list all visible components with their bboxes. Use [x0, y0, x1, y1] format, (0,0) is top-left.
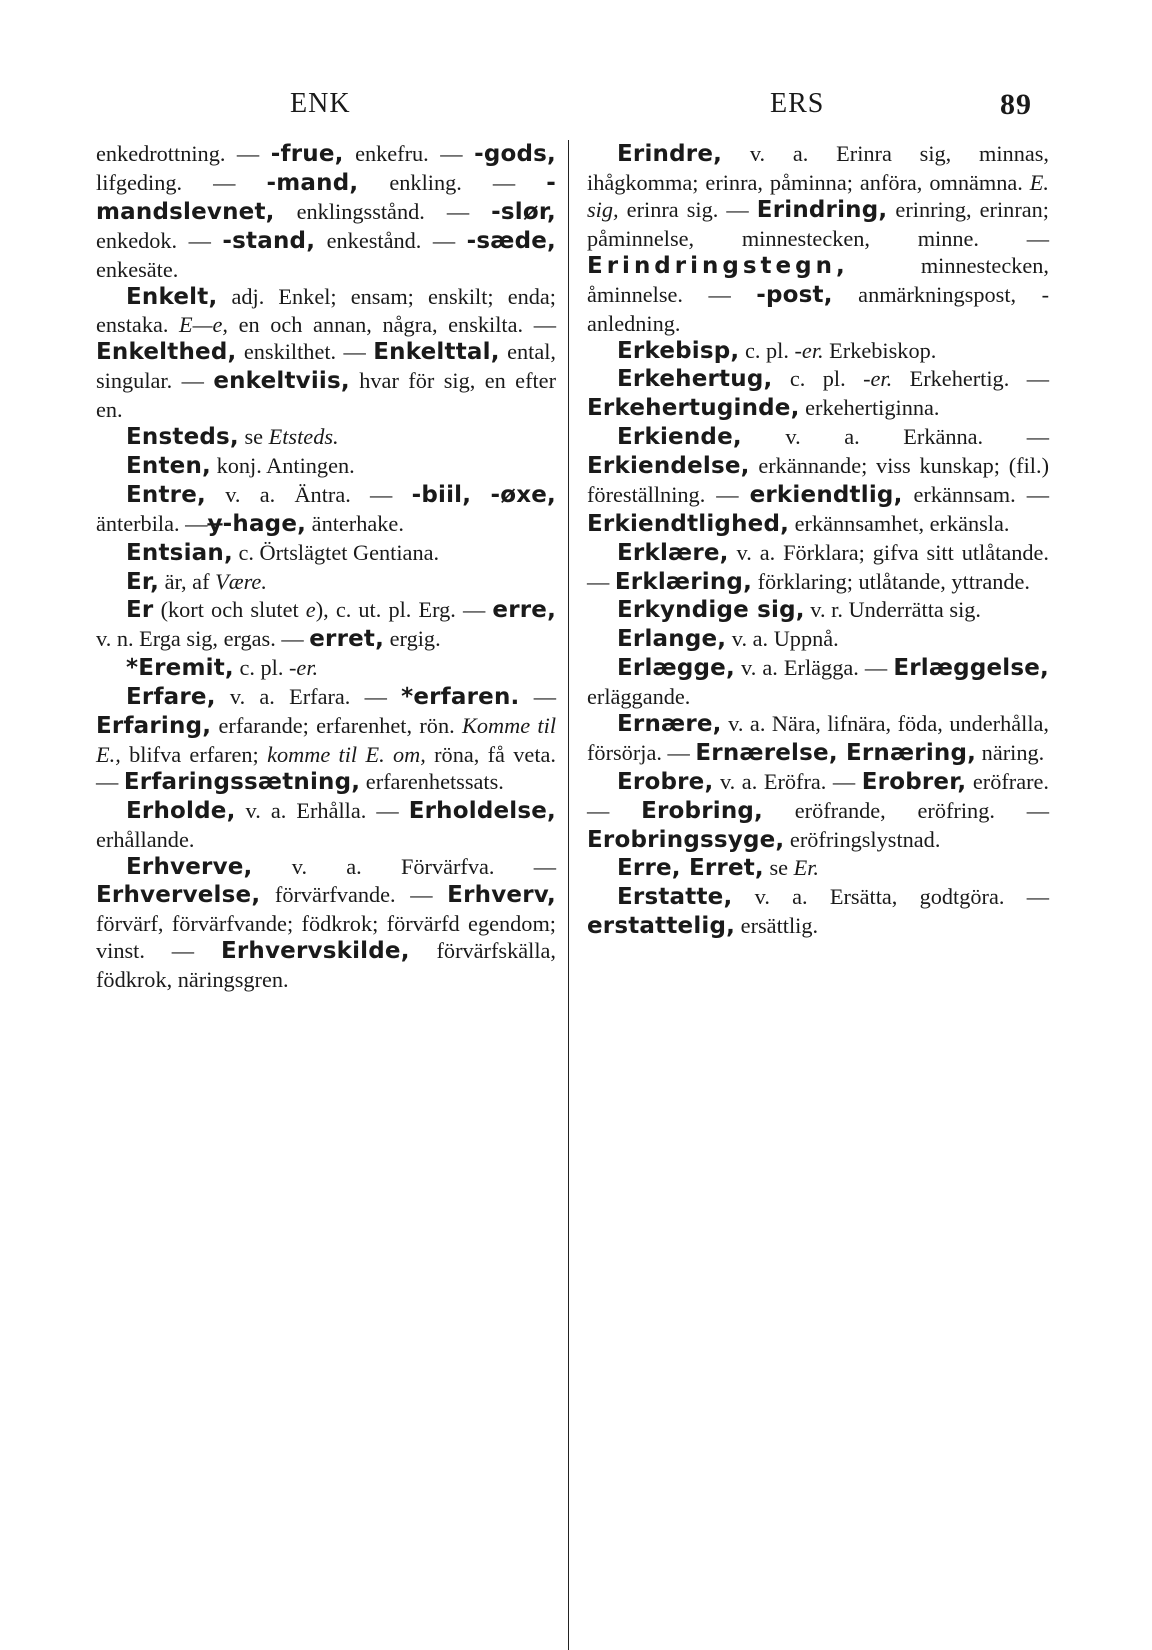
- italic-reference: e: [305, 597, 316, 623]
- headword: Erklære,: [617, 539, 729, 566]
- definition-text: c. pl.: [772, 366, 864, 392]
- definition-text: v. a. Ersätta, godtgöra. —: [732, 884, 1049, 910]
- headword: erstattelig,: [587, 913, 736, 940]
- headword: -sæde,: [466, 227, 556, 254]
- dictionary-entry: [96, 283, 556, 424]
- definition-text: blifva erfaren;: [120, 741, 268, 767]
- dictionary-entry: [587, 596, 1049, 625]
- definition-text: eröfrare. —: [587, 768, 1049, 823]
- definition-text: c. Örtslägtet Gentiana.: [232, 539, 440, 565]
- left-column: [96, 140, 556, 1580]
- headword: -mand,: [266, 169, 359, 196]
- definition-text: erhållande.: [96, 826, 195, 852]
- headword: Entre,: [126, 481, 206, 508]
- headword: Erindre,: [617, 141, 723, 167]
- headword: erkiendtlig,: [749, 481, 903, 508]
- headword: Erkehertuginde,: [587, 395, 800, 422]
- headword: Erfaring,: [96, 712, 212, 739]
- definition-text: v. a. Erlägga. —: [734, 655, 894, 681]
- definition-text: förvärfvande. —: [260, 882, 448, 908]
- definition-text: anmärkningspost, -anledning.: [587, 281, 1049, 336]
- headword: -slør,: [491, 198, 556, 225]
- definition-text: röna, få veta. —: [96, 741, 556, 794]
- dictionary-entry: [96, 452, 556, 481]
- definition-text: ental, singular. —: [96, 339, 556, 394]
- headword: Erhverve,: [126, 853, 253, 880]
- page-number: 89: [1000, 88, 1032, 121]
- headword: ɏ-hage,: [207, 510, 307, 537]
- headword: Erhvervelse,: [96, 882, 261, 909]
- italic-reference: -er.: [863, 366, 893, 392]
- dictionary-entry: [587, 365, 1049, 423]
- definition-text: eröfrande, eröfring. —: [763, 797, 1049, 823]
- headword: -stand,: [222, 227, 316, 254]
- definition-text: v. a. Äntra. —: [205, 481, 412, 507]
- definition-text: erkännande; viss kunskap; (fil.) föreställning. —: [587, 453, 1049, 507]
- italic-reference: komme til E. om,: [267, 741, 426, 767]
- definition-text: hvar för sig, en efter en.: [96, 368, 557, 423]
- headword: Erlange,: [617, 626, 727, 653]
- dictionary-entry: [96, 568, 556, 597]
- definition-text: v. a. Eröfra. —: [713, 768, 862, 794]
- dictionary-entry: [96, 797, 556, 853]
- headword: Erlæggelse,: [893, 655, 1049, 682]
- headword: Erobring,: [641, 797, 763, 824]
- headword: Erhvervskilde,: [220, 938, 410, 965]
- italic-reference: Er.: [793, 855, 820, 881]
- dictionary-entry: [587, 854, 1049, 883]
- headword: Erobringssyge,: [587, 826, 785, 853]
- headword: Er,: [126, 568, 160, 595]
- headword: Erindring,: [756, 196, 888, 223]
- definition-text: ergig.: [384, 626, 441, 652]
- headword: *erfaren.: [401, 684, 520, 711]
- headword: Erholdelse,: [408, 797, 556, 824]
- italic-reference: E. sig,: [587, 169, 1049, 222]
- definition-text: erkännsam. —: [902, 481, 1049, 507]
- italic-reference: Etsteds.: [268, 424, 339, 450]
- definition-text: erinra sig. —: [618, 196, 757, 222]
- definition-text: enkefru. —: [343, 141, 475, 166]
- headword: Ensteds,: [126, 424, 239, 451]
- definition-text: erfarande; erfarenhet, rön.: [211, 712, 462, 738]
- definition-text: enkling. —: [358, 169, 547, 195]
- headword: Erobrer,: [861, 768, 967, 795]
- definition-text: v. a. Erkänna. —: [741, 424, 1049, 450]
- dictionary-entry: [96, 140, 556, 283]
- definition-text: är, af: [159, 568, 216, 594]
- headword: erret,: [309, 626, 385, 653]
- headword: Ernære,: [617, 711, 722, 738]
- definition-text: näring.: [976, 739, 1045, 765]
- definition-text: lifgeding. —: [96, 169, 267, 195]
- definition-text: Erkebiskop.: [823, 337, 937, 363]
- definition-text: se: [238, 424, 269, 450]
- dictionary-entry: [587, 539, 1049, 597]
- definition-text: enskilthet. —: [236, 339, 374, 365]
- definition-text: erkännsamhet, erkänsla.: [789, 510, 1010, 536]
- italic-reference: Være.: [215, 568, 267, 594]
- italic-reference: Komme til E.,: [96, 712, 557, 767]
- definition-text: v. a. Uppnå.: [726, 626, 839, 652]
- definition-text: v. n. Erga sig, ergas. —: [96, 626, 310, 652]
- headword: Erfare,: [126, 684, 216, 711]
- definition-text: (kort och slutet: [153, 597, 306, 623]
- headword: Erlægge,: [617, 655, 735, 682]
- page-header: [0, 88, 1152, 128]
- dictionary-entry: [96, 683, 556, 797]
- headword: Enten,: [126, 453, 211, 480]
- definition-text: —: [519, 684, 556, 710]
- dictionary-entry: [587, 423, 1049, 539]
- headword: Erkiendtlighed,: [587, 510, 790, 537]
- headword: Erkyndige sig,: [617, 597, 805, 624]
- headword: Entsian,: [126, 539, 233, 566]
- definition-text: v. a. Förvärfva. —: [252, 853, 556, 879]
- dictionary-entry: [96, 596, 556, 654]
- headword: Enkelthed,: [96, 339, 237, 366]
- definition-text: förvärfskälla, födkrok, näringsgren.: [96, 938, 556, 993]
- definition-text: enklingsstånd. —: [274, 198, 492, 224]
- definition-text: en och annan, några, enskilta. —: [227, 312, 556, 338]
- definition-text: ), c. ut. pl. Erg. —: [315, 597, 493, 623]
- italic-reference: -er.: [794, 337, 824, 363]
- definition-text: v. a. Erinra sig, minnas, ihågkomma; erinra, påminna; anföra, omnämna.: [587, 141, 1049, 195]
- dictionary-entry: [96, 423, 556, 452]
- definition-text: eröfringslystnad.: [784, 826, 941, 852]
- headword: Er: [126, 597, 154, 624]
- headword: Erkehertug,: [617, 366, 773, 393]
- definition-text: enkestånd. —: [315, 227, 467, 253]
- definition-text: enkedrottning. —: [96, 141, 271, 166]
- italic-reference: -er.: [289, 655, 319, 681]
- dictionary-entry: [587, 625, 1049, 654]
- definition-text: änterhake.: [306, 510, 404, 536]
- definition-text: minnestecken, åminnelse. —: [587, 252, 1049, 307]
- definition-text: Erkehertig. —: [892, 366, 1049, 392]
- headword: Erkiendelse,: [587, 453, 750, 480]
- headword: *Eremit,: [126, 655, 234, 682]
- headword: -biil,: [411, 481, 472, 508]
- headword: Enkelttal,: [373, 339, 500, 366]
- headword: -gods,: [474, 141, 556, 167]
- header-right-guide-word: ERS: [770, 88, 825, 119]
- headword: erre,: [492, 597, 557, 624]
- definition-text: änterbila. —: [96, 510, 208, 536]
- dictionary-entry: [96, 654, 556, 683]
- definition-text: förklaring; utlåtande, yttrande.: [752, 568, 1031, 594]
- definition-text: enkedok. —: [96, 227, 223, 253]
- headword: Erstatte,: [617, 884, 733, 911]
- headword: -frue,: [270, 141, 344, 167]
- definition-text: förvärf, förvärfvande; födkrok; förvärfd egendom; vinst. —: [96, 911, 556, 964]
- definition-text: erkehertiginna.: [799, 395, 940, 421]
- definition-text: erfarenhetssats.: [360, 768, 504, 794]
- definition-text: v. a. Förklara; gifva sitt utlåtande. —: [587, 539, 1049, 594]
- headword: Ernærelse, Ernæring,: [695, 739, 977, 766]
- definition-text: c. pl.: [739, 337, 795, 363]
- definition-text: v. a. Nära, lifnära, föda, underhålla, försörja. —: [587, 711, 1049, 765]
- headword: Erhverv,: [447, 882, 556, 909]
- dictionary-entry: [96, 481, 556, 539]
- definition-text: adj. Enkel; ensam; enskilt; enda; enstaka.: [96, 283, 556, 338]
- definition-text: ersättlig.: [735, 913, 819, 939]
- headword: Erfaringssætning,: [123, 768, 361, 795]
- dictionary-entry: [587, 337, 1049, 366]
- definition-text: v. a. Erfara. —: [215, 684, 402, 710]
- headword: Erholde,: [126, 797, 236, 824]
- italic-reference: E—e,: [179, 312, 228, 338]
- headword: Erklæring,: [614, 568, 753, 595]
- definition-text: enkesäte.: [96, 256, 179, 282]
- dictionary-entry: [587, 710, 1049, 768]
- definition-text: v. r. Underrätta sig.: [804, 597, 981, 623]
- dictionary-entry: [587, 654, 1049, 710]
- headword: Enkelt,: [126, 283, 218, 310]
- definition-text: erinring, erinran; påminnelse, minnestecken, minne. —: [587, 196, 1049, 251]
- definition-text: erläggande.: [587, 684, 691, 710]
- headword: Erindringstegn,: [587, 252, 849, 279]
- headword: Erkiende,: [617, 424, 742, 451]
- dictionary-entry: [587, 140, 1049, 337]
- headword: Erkebisp,: [617, 337, 740, 364]
- headword: -mandslevnet,: [96, 169, 556, 225]
- right-column: [587, 140, 1049, 1580]
- dictionary-entry: [587, 883, 1049, 941]
- definition-text: se: [763, 855, 794, 881]
- definition-text: c. pl.: [233, 655, 289, 681]
- definition-text: [471, 482, 490, 507]
- dictionary-entry: [96, 539, 556, 568]
- header-left-guide-word: ENK: [290, 88, 351, 119]
- headword: Erobre,: [617, 768, 714, 795]
- dictionary-entry: [96, 853, 556, 994]
- column-divider: [568, 140, 569, 1650]
- dictionary-entry: [587, 768, 1049, 855]
- definition-text: konj. Antingen.: [211, 453, 355, 479]
- headword: Erre, Erret,: [617, 855, 764, 882]
- definition-text: v. a. Erhålla. —: [235, 797, 409, 823]
- headword: enkeltviis,: [213, 368, 350, 395]
- headword: -øxe,: [490, 481, 556, 508]
- headword: -post,: [756, 281, 833, 308]
